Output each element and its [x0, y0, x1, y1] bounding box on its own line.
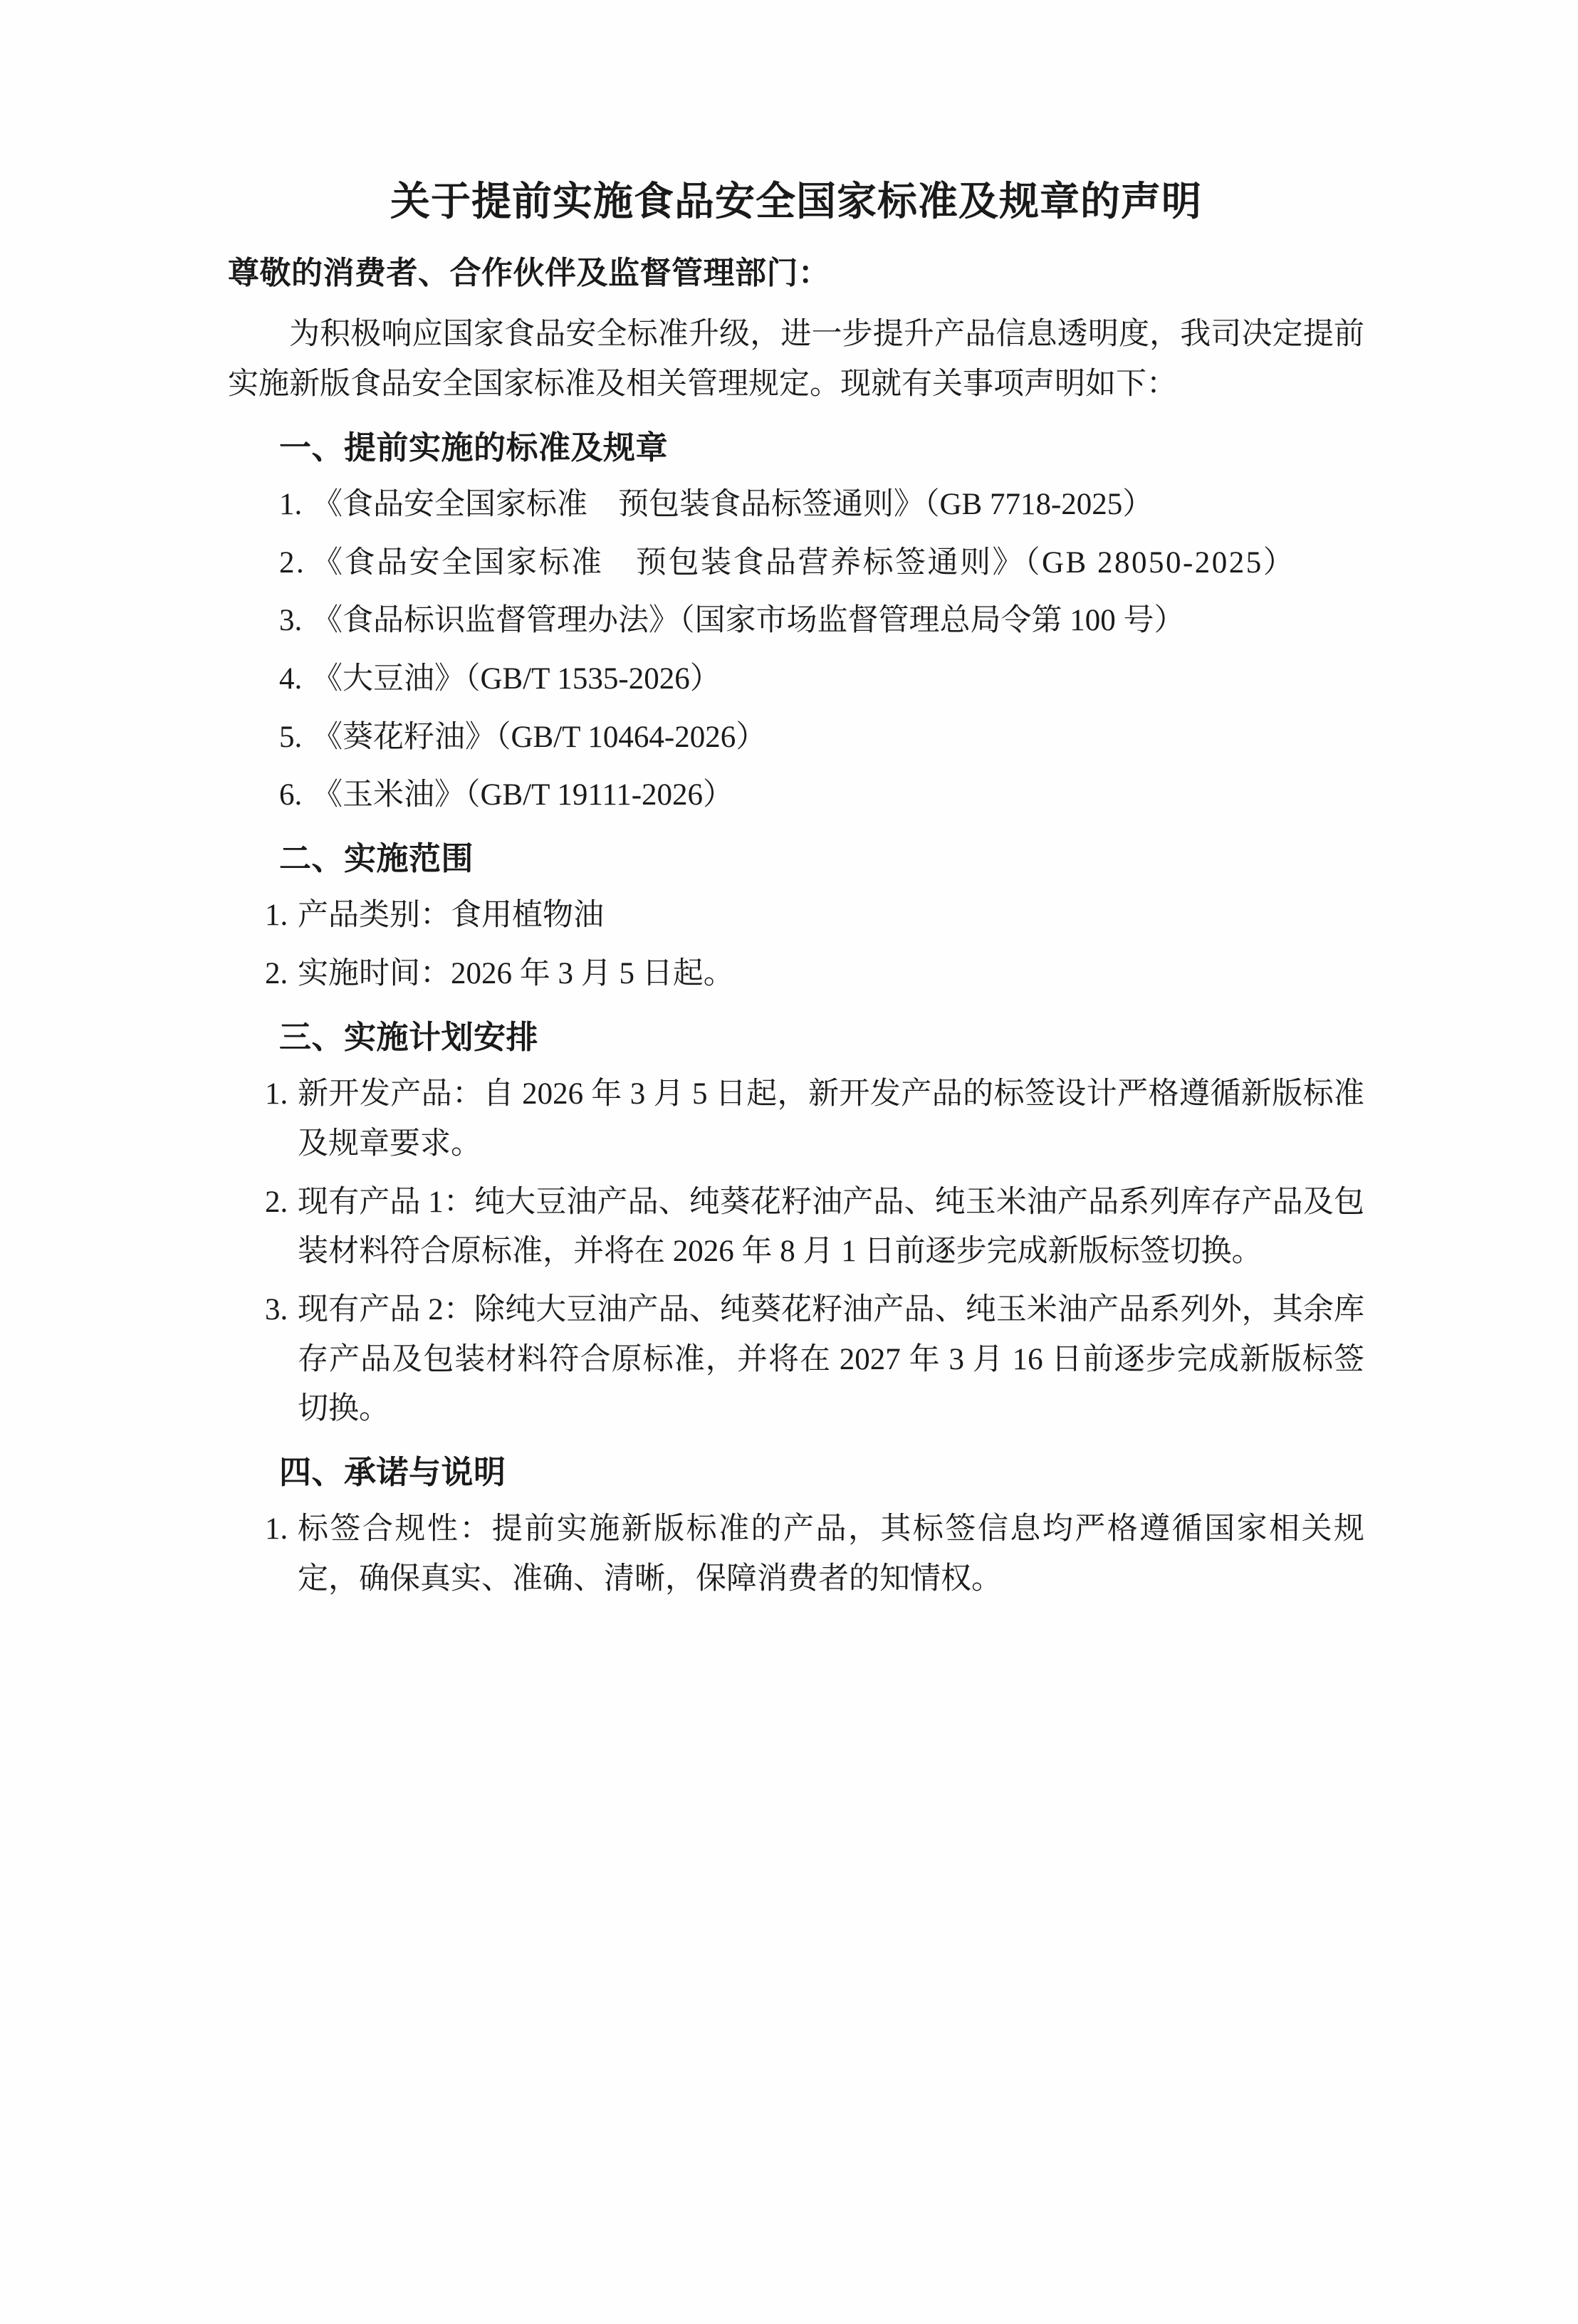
list-item — [228, 1178, 1364, 1277]
list-item-text: 标签合规性：提前实施新版标准的产品，其标签信息均严格遵循国家相关规定，确保真实、准确、清晰，保障消费者的知情权。 — [298, 1512, 1364, 1596]
list-item — [228, 770, 1364, 820]
section-list — [228, 891, 1364, 998]
list-item-text: 《大豆油》（GB/T 1535-2026） — [312, 661, 721, 696]
list-item-text: 现有产品 2：除纯大豆油产品、纯葵花籽油产品、纯玉米油产品系列外，其余库存产品及包装材料符合原标准，并将在 2027 年 3 月 16 日前逐步完成新版标签切换。 — [298, 1292, 1364, 1426]
section-scope — [228, 834, 1364, 999]
section-heading: 二、实施范围 — [279, 839, 474, 877]
list-item-number: 2. — [279, 545, 306, 580]
intro-paragraph: 为积极响应国家食品安全标准升级，进一步提升产品信息透明度，我司决定提前实施新版食品安全国家标准及相关管理规定。现就有关事项声明如下： — [228, 318, 1364, 401]
list-item-number: 4. — [279, 661, 303, 696]
list-item-text: 《食品安全国家标准 预包装食品营养标签通则》（GB 28050-2025） — [312, 545, 1296, 580]
section-list — [228, 1504, 1364, 1603]
list-item — [228, 538, 1364, 588]
list-item-number: 3. — [279, 604, 303, 638]
list-item-number: 1. — [265, 1077, 288, 1111]
list-item — [228, 1069, 1364, 1168]
section-list — [228, 1069, 1364, 1434]
salutation: 尊敬的消费者、合作伙伴及监督管理部门： — [228, 255, 830, 292]
section-implementation-plan — [228, 1013, 1364, 1434]
list-item-number: 6. — [279, 778, 303, 812]
list-item — [228, 1285, 1364, 1434]
list-item — [228, 891, 1364, 941]
page-title: 关于提前实施食品安全国家标准及规章的声明 — [390, 179, 1202, 225]
list-item — [228, 1504, 1364, 1603]
section-list — [228, 480, 1364, 820]
list-item-text: 现有产品 1：纯大豆油产品、纯葵花籽油产品、纯玉米油产品系列库存产品及包装材料符合原标准，并将在 2026 年 8 月 1 日前逐步完成新版标签切换。 — [298, 1185, 1364, 1269]
list-item — [228, 596, 1364, 646]
list-item-text: 新开发产品：自 2026 年 3 月 5 日起，新开发产品的标签设计严格遵循新版标准及规章要求。 — [298, 1077, 1364, 1161]
section-heading: 三、实施计划安排 — [279, 1017, 539, 1056]
list-item-text: 《食品安全国家标准 预包装食品标签通则》（GB 7718-2025） — [312, 488, 1154, 521]
list-item-text: 《食品标识监督管理办法》（国家市场监督管理总局令第 100 号） — [312, 604, 1185, 638]
list-item — [228, 713, 1364, 763]
list-item-number: 1. — [265, 899, 288, 933]
list-item-text: 《玉米油》（GB/T 19111-2026） — [312, 778, 734, 812]
section-commitment — [228, 1448, 1364, 1604]
list-item-number: 3. — [265, 1292, 288, 1326]
list-item-number: 2. — [265, 1185, 288, 1219]
list-item — [228, 480, 1364, 530]
list-item — [228, 949, 1364, 999]
section-heading: 一、提前实施的标准及规章 — [279, 428, 669, 466]
list-item-number: 1. — [279, 488, 303, 521]
list-item-text: 实施时间：2026 年 3 月 5 日起。 — [298, 957, 734, 991]
list-item-number: 2. — [265, 957, 288, 991]
section-standards — [228, 424, 1364, 820]
section-heading: 四、承诺与说明 — [279, 1452, 506, 1491]
list-item — [228, 654, 1364, 704]
list-item-text: 产品类别：食用植物油 — [298, 899, 604, 933]
list-item-number: 1. — [265, 1512, 288, 1546]
list-item-number: 5. — [279, 720, 303, 754]
list-item-text: 《葵花籽油》（GB/T 10464-2026） — [312, 720, 767, 754]
